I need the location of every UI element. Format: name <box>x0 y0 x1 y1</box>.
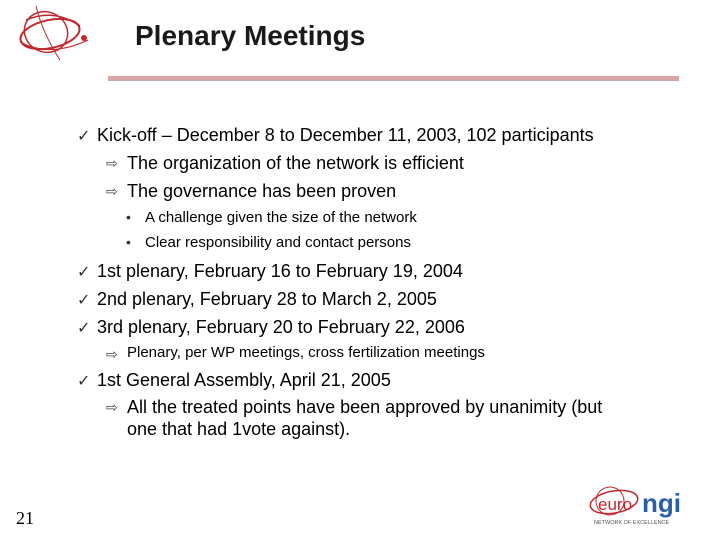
bullet-item-level-2 <box>106 153 464 174</box>
bullet-text: The organization of the network is efficient <box>127 153 464 173</box>
bullet-item-level-1 <box>77 370 391 391</box>
bullet-item-level-1 <box>77 289 437 310</box>
euro-ngi-logo <box>584 482 696 530</box>
logo-tagline: NETWORK OF EXCELLENCE <box>594 520 670 526</box>
bullet-text: Kick-off – December 8 to December 11, 2003, 102 participants <box>97 125 594 145</box>
bullet-text: A challenge given the size of the network <box>145 209 417 226</box>
bullet-item-level-3 <box>126 209 417 226</box>
bullet-text: Plenary, per WP meetings, cross fertilization meetings <box>127 344 485 361</box>
check-mark-icon: ✓ <box>77 320 91 337</box>
check-mark-icon: ✓ <box>77 373 91 390</box>
bullet-text: 1st plenary, February 16 to February 19, 2004 <box>97 261 463 281</box>
bullet-item-level-1 <box>77 261 463 282</box>
check-mark-icon: ✓ <box>77 264 91 281</box>
bullet-item-level-2 <box>106 181 397 202</box>
bullet-item-level-1 <box>77 317 465 338</box>
arrow-right-icon: ⇨ <box>106 155 118 171</box>
bullet-text: one that had 1vote against). <box>127 419 351 439</box>
title-divider <box>108 76 679 81</box>
bullet-item-level-2 <box>106 397 603 418</box>
bullet-item-level-2 <box>106 344 485 362</box>
page-number: 21 <box>16 508 34 528</box>
bullet-text: 3rd plenary, February 20 to February 22, 2006 <box>97 317 465 337</box>
arrow-right-icon: ⇨ <box>106 346 118 362</box>
bullet-text: 1st General Assembly, April 21, 2005 <box>97 370 391 390</box>
bullet-item-level-2 <box>127 419 350 440</box>
arrow-right-icon: ⇨ <box>106 183 118 199</box>
logo-euro-text: euro <box>598 495 633 514</box>
euro-ngi-swirl-logo <box>6 2 98 64</box>
bullet-text: All the treated points have been approved by unanimity (but <box>127 397 603 417</box>
bullet-dot-icon: • <box>126 234 131 250</box>
logo-ngi-text: ngi <box>642 488 681 518</box>
bullet-text: Clear responsibility and contact persons <box>145 234 411 251</box>
bullet-dot-icon: • <box>126 209 131 225</box>
bullet-item-level-1 <box>77 125 594 146</box>
bullet-text: The governance has been proven <box>127 181 397 201</box>
bullet-text: 2nd plenary, February 28 to March 2, 2005 <box>97 289 437 309</box>
check-mark-icon: ✓ <box>77 128 91 145</box>
bullet-item-level-3 <box>126 234 411 251</box>
check-mark-icon: ✓ <box>77 292 91 309</box>
arrow-right-icon: ⇨ <box>106 399 118 415</box>
slide-title: Plenary Meetings <box>135 20 366 51</box>
